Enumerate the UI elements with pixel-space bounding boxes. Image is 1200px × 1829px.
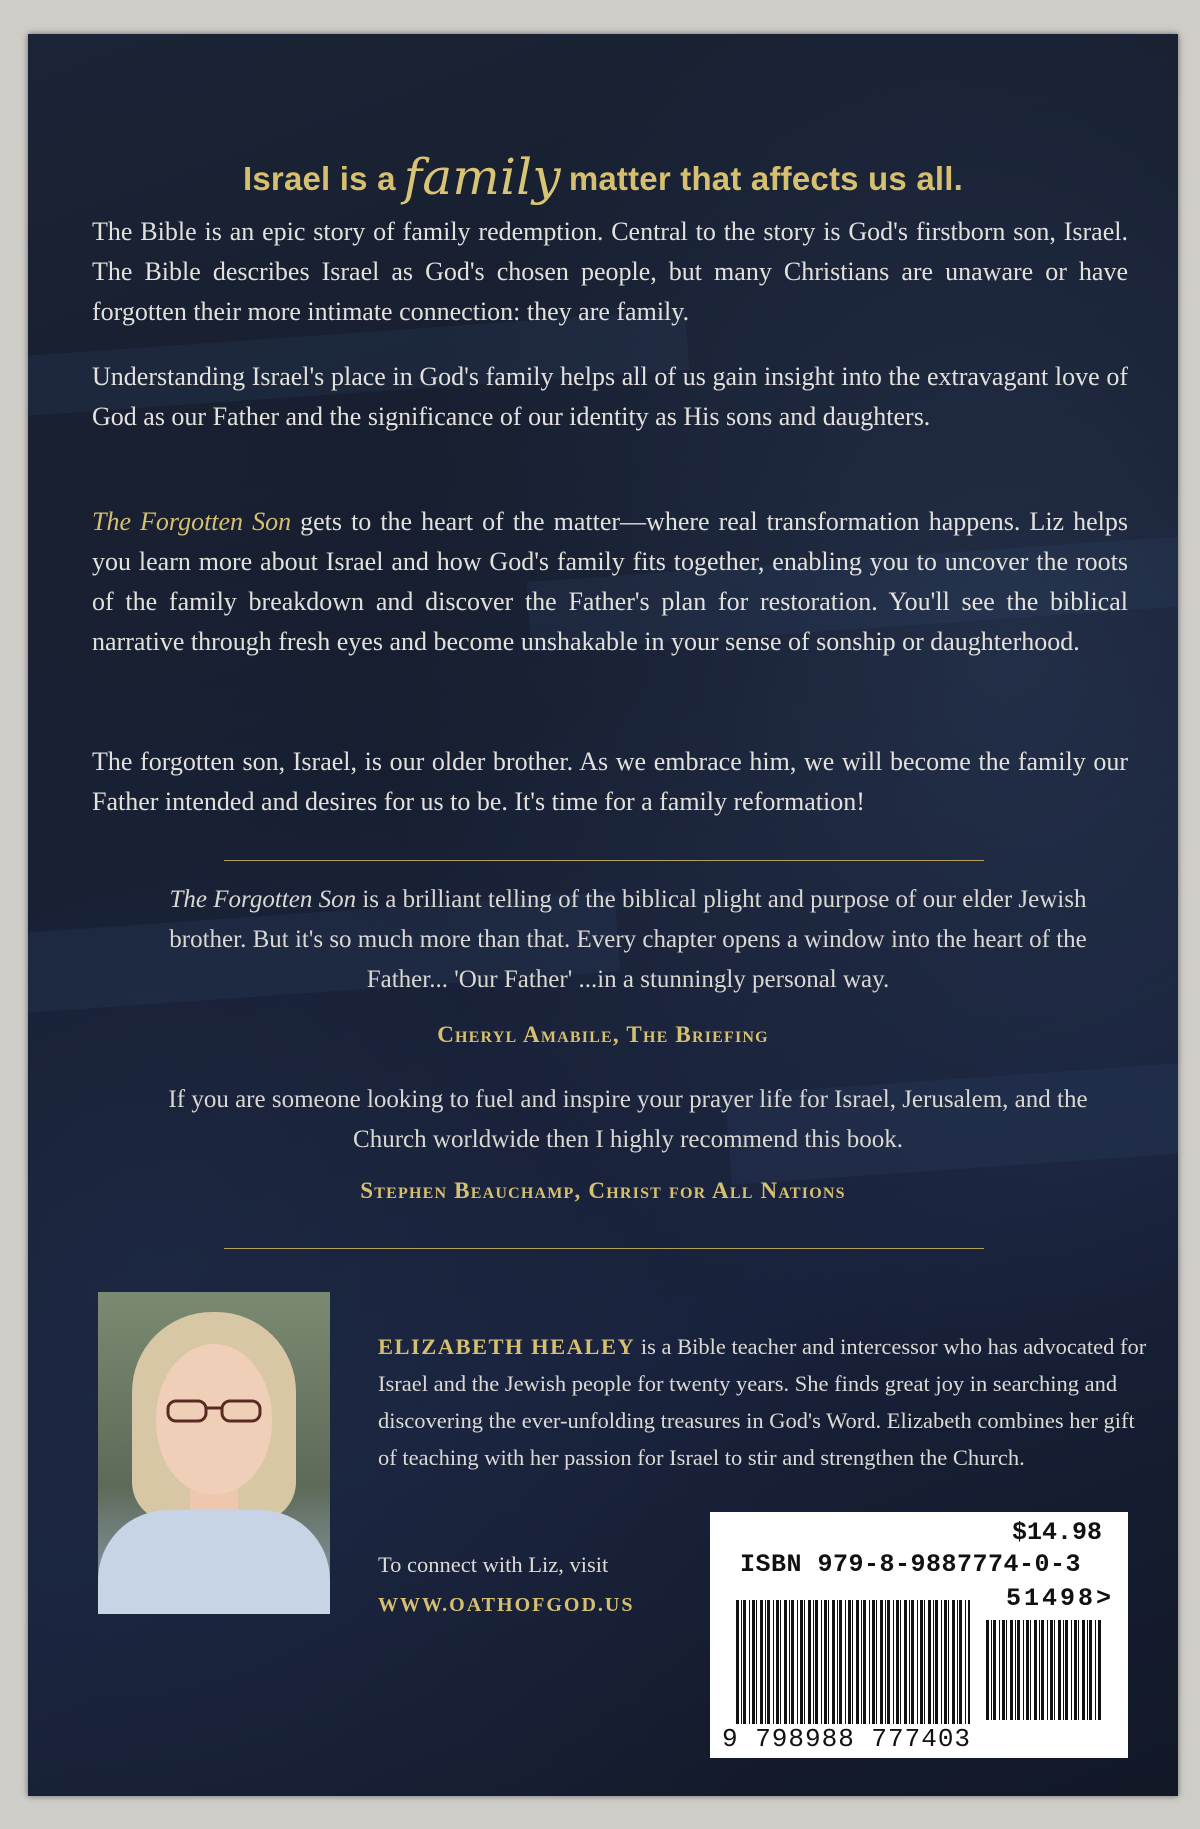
barcode-bar [920, 1600, 923, 1728]
barcode-bar [743, 1600, 746, 1728]
endorsement-1-text: is a brilliant telling of the biblical plight and purpose of our elder Jewish brother. But it's so much more than that. Every chapter opens a window into the heart of the Father... 'Our Father' ...in a stunningly personal way. [169, 886, 1087, 993]
glasses-icon [164, 1398, 264, 1424]
endorsement-2: If you are someone looking to fuel and inspire your prayer life for Israel, Jerusalem, and the Church worldwide then I highly recommend this book. [168, 1086, 1088, 1153]
barcode-bar [741, 1600, 742, 1728]
barcode-bar [893, 1600, 894, 1728]
barcode-bar [1023, 1620, 1024, 1720]
barcode-bar [900, 1600, 901, 1728]
barcode-bar [1006, 1620, 1007, 1720]
barcode-bar [917, 1600, 918, 1728]
barcode-bar [928, 1600, 931, 1728]
barcode-bar [765, 1600, 766, 1728]
barcode-bar [1015, 1620, 1016, 1720]
barcode-bar [993, 1620, 996, 1720]
paragraph-3-text: gets to the heart of the matter—where real transformation happens. Liz helps you learn more about Israel and how God's family fits together, enabling you to uncover the roots of the family breakdown and discover the Father's plan for restoration. You'll see the biblical narrative through fresh eyes and become unshakable in your sense of sonship or daughterhood. [92, 507, 1128, 656]
barcode-bar [1017, 1620, 1020, 1720]
barcode-bar [887, 1600, 890, 1728]
barcode-bar [885, 1600, 886, 1728]
barcode-bar [863, 1600, 866, 1728]
barcode-bar [839, 1600, 842, 1728]
book-title: The Forgotten Son [92, 507, 292, 536]
barcode-bar [876, 1600, 877, 1728]
barcode-bar [933, 1600, 934, 1728]
barcode-bar [852, 1600, 853, 1728]
barcode-bar [957, 1600, 958, 1728]
barcode-bar [736, 1600, 739, 1728]
barcode-bar [1034, 1620, 1037, 1720]
book-back-cover [28, 34, 1178, 1796]
headline-before: Israel is a [242, 160, 396, 197]
author-photo [98, 1292, 330, 1614]
barcode-bar [821, 1600, 822, 1728]
barcode-bar [815, 1600, 818, 1728]
barcode-bar [784, 1600, 787, 1728]
paragraph-3 [92, 502, 1128, 662]
barcode-bar [904, 1600, 907, 1728]
divider-top [224, 860, 984, 861]
headline [28, 144, 1178, 206]
barcode-bars-addon [986, 1620, 1102, 1720]
author-bio-text: is a Bible teacher and intercessor who has advocated for Israel and the Jewish people for twenty years. She finds great joy in searching and discovering the ever-unfolding treasures in God's Word. Elizabeth combines her gift of teaching with her passion for Israel to stir and strengthen the Church. [378, 1334, 1147, 1470]
barcode-bar [828, 1600, 829, 1728]
barcode-bar [749, 1600, 750, 1728]
barcode-bar [1026, 1620, 1029, 1720]
barcode-bar [909, 1600, 910, 1728]
paragraph-2: Understanding Israel's place in God's family helps all of us gain insight into the extravagant love of God as our Father and the significance of our identity as His sons and daughters. [92, 362, 1128, 431]
barcode-bar [1082, 1620, 1085, 1720]
barcode-bar [1065, 1620, 1068, 1720]
barcode-addon-number: 51498> [1005, 1584, 1114, 1613]
barcode-bar [1002, 1620, 1005, 1720]
barcode-bar [1010, 1620, 1013, 1720]
barcode-bar [872, 1600, 875, 1728]
barcode-bar [1071, 1620, 1072, 1720]
connect-text: To connect with Liz, visit [378, 1552, 609, 1577]
headline-script-word: family [403, 148, 561, 206]
barcode-bar [1089, 1620, 1092, 1720]
barcode-bar [948, 1600, 949, 1728]
barcode-bar [756, 1600, 757, 1728]
author-website-link[interactable]: WWW.OATHOFGOD.US [378, 1594, 635, 1616]
barcode-bar [791, 1600, 794, 1728]
endorsement-2-attribution: Stephen Beauchamp, Christ for All Nations [360, 1178, 846, 1203]
barcode-bar [1039, 1620, 1040, 1720]
barcode-bar [991, 1620, 992, 1720]
barcode-bar [968, 1600, 970, 1728]
author-bio [378, 1328, 1148, 1476]
barcode-bar [1078, 1620, 1079, 1720]
barcode-bar [880, 1600, 883, 1728]
barcode-bar [986, 1620, 989, 1720]
barcode-bar [800, 1600, 803, 1728]
barcode-bar [776, 1600, 779, 1728]
barcode-bar [1074, 1620, 1077, 1720]
barcode-bar [837, 1600, 838, 1728]
barcode-bar [959, 1600, 962, 1728]
barcode-bar [1047, 1620, 1048, 1720]
barcode-bar [804, 1600, 805, 1728]
barcode-bar [832, 1600, 835, 1728]
barcode-bar [911, 1600, 914, 1728]
barcode-bar [861, 1600, 862, 1728]
endorsement-1-attribution: Cheryl Amabile, The Briefing [437, 1022, 769, 1047]
barcode-bar [1041, 1620, 1044, 1720]
barcode-bar [813, 1600, 814, 1728]
barcode-bar [924, 1600, 925, 1728]
barcode-bar [944, 1600, 947, 1728]
barcode-bar [935, 1600, 938, 1728]
barcode-bar [824, 1600, 827, 1728]
endorsement-1-title: The Forgotten Son [169, 886, 357, 913]
barcode-bar [780, 1600, 781, 1728]
barcode-bar [1050, 1620, 1053, 1720]
headline-after: matter that affects us all. [568, 160, 963, 197]
barcode-bar [1030, 1620, 1031, 1720]
barcode-bar [845, 1600, 846, 1728]
paragraph-1: The Bible is an epic story of family redemption. Central to the story is God's firstborn son, Israel. The Bible describes Israel as God's chosen people, but many Christians are unaware or have forgotten their more intimate connection: they are family. [92, 217, 1128, 326]
barcode-bar [1058, 1620, 1061, 1720]
barcode-bar [896, 1600, 899, 1728]
barcode-bar [952, 1600, 955, 1728]
barcode-bar [856, 1600, 859, 1728]
barcode-bar [773, 1600, 774, 1728]
divider-bottom [224, 1248, 984, 1249]
barcode-bar [760, 1600, 763, 1728]
author-shirt [98, 1510, 330, 1614]
isbn: ISBN 979-8-9887774-0-3 [740, 1550, 1082, 1579]
barcode-bar [797, 1600, 798, 1728]
barcode-bar [999, 1620, 1000, 1720]
barcode-bar [1063, 1620, 1064, 1720]
barcode-bar [965, 1600, 966, 1728]
barcode-bar [767, 1600, 770, 1728]
endorsement-1 [148, 880, 1108, 1000]
barcode-bar [1054, 1620, 1055, 1720]
barcode-bar [1098, 1620, 1101, 1720]
barcode-bar [848, 1600, 851, 1728]
barcode-digits: 9 798988 777403 [722, 1724, 972, 1754]
author-name: ELIZABETH HEALEY [378, 1334, 636, 1359]
barcode-bars-main [736, 1600, 970, 1728]
price: $14.98 [1011, 1518, 1102, 1547]
barcode [710, 1512, 1128, 1758]
barcode-bar [941, 1600, 942, 1728]
barcode-bar [808, 1600, 811, 1728]
barcode-bar [752, 1600, 755, 1728]
barcode-bar [1087, 1620, 1088, 1720]
paragraph-4: The forgotten son, Israel, is our older brother. As we embrace him, we will become the family our Father intended and desires for us to be. It's time for a family reformation! [92, 747, 1128, 816]
barcode-bar [1095, 1620, 1096, 1720]
barcode-bar [789, 1600, 790, 1728]
barcode-bar [869, 1600, 870, 1728]
